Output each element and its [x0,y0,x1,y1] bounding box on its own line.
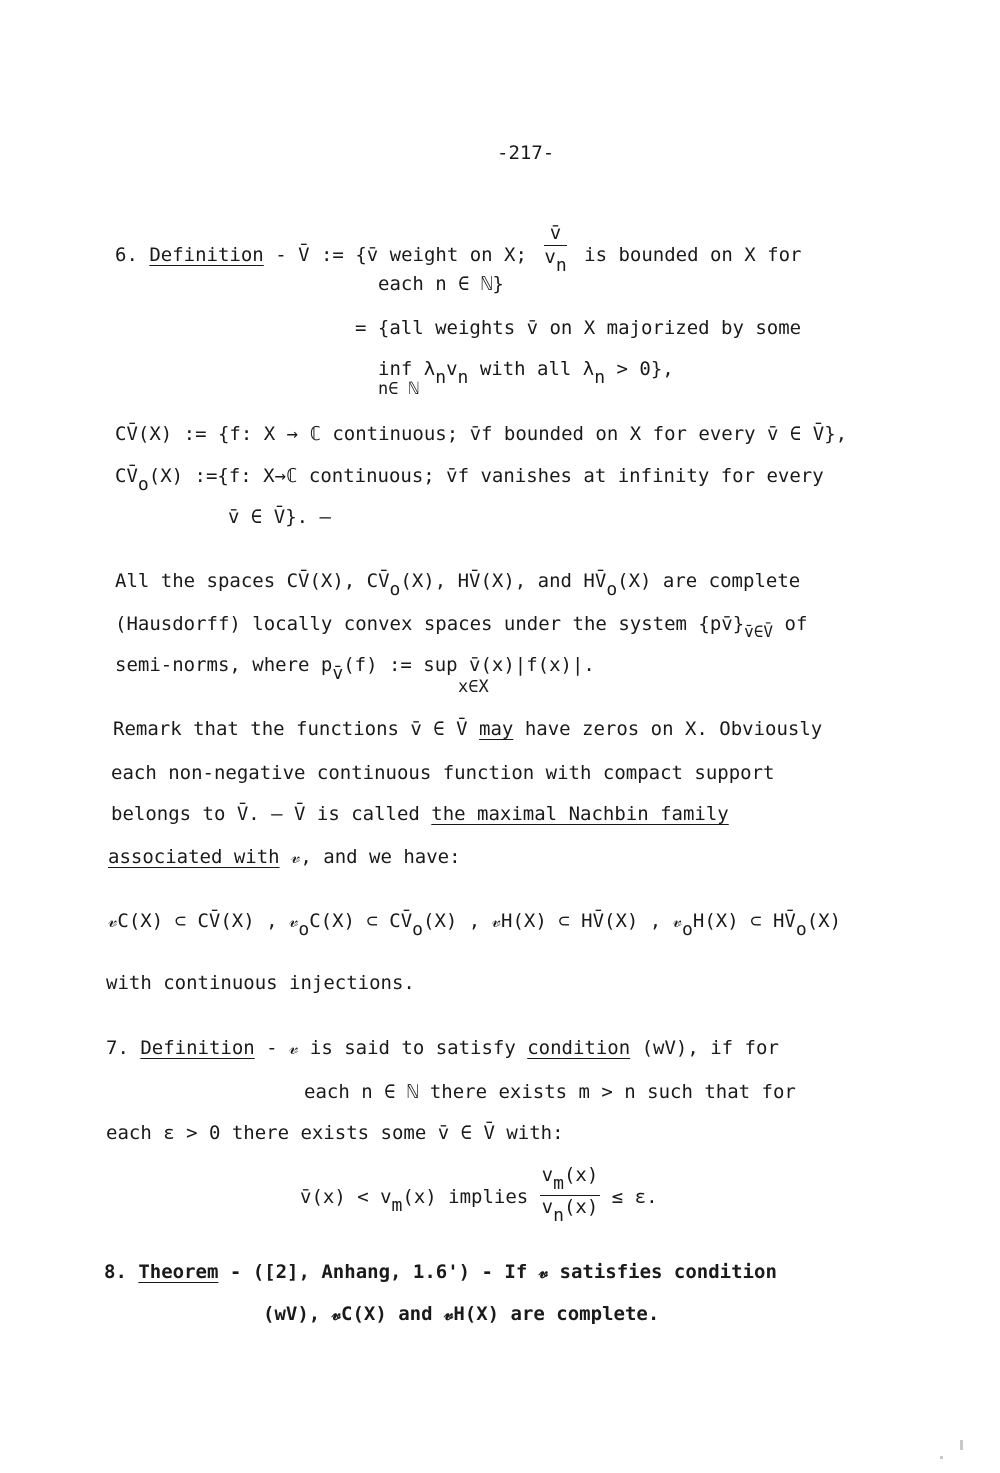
def6-label: Definition [149,244,264,267]
term-associated-with: associated with [108,846,280,868]
def7-fraction [540,1166,601,1225]
thm8-label: Theorem [138,1261,219,1283]
sup-index: x∈X [458,677,489,697]
thm8-line2: (wV), 𝓋C(X) and 𝓋H(X) are complete. [263,1303,660,1325]
def7-frac-den: $v_n(x)$ [541,1196,599,1227]
scan-speck [940,1456,943,1459]
def7-line2: each n ∈ ℕ there exists m > n such that for [304,1081,796,1103]
def7-number: 7. [106,1037,129,1059]
def6-sep: - [275,244,287,267]
term-maximal-nachbin-family: the maximal Nachbin family [431,803,729,825]
thm8-number: 8. [104,1261,127,1283]
thm8-heading: 8. Theorem - ([2], Anhang, 1.6') - If 𝓋 satisfies condition [104,1261,777,1283]
inclusions-note: with continuous injections. [106,972,415,994]
para2-line2: each non-negative continuous function with compact support [111,762,775,784]
def7-heading: 7. Definition - 𝓋 is said to satisfy condition (wV), if for [106,1037,779,1059]
def7-line3: each ε > 0 there exists some v̄ ∈ V̄ with: [106,1122,564,1144]
inclusions-formula: 𝓋C(X) ⊂ CV̄(X) , 𝓋$_o$C(X) ⊂ $CV̄_o(X)$ , 𝓋H(X) ⊂ HV̄(X) , 𝓋$_o$H(X) ⊂ $HV̄_o(X)$ [108,910,842,941]
para1-line3: semi-norms, where $p_{v̄}(f)$ := sup v̄(x)|f(x)|. [115,654,595,685]
def7-label: Definition [140,1037,255,1059]
def6-line2: each n ∈ ℕ} [378,273,504,295]
def6-set-open: {v̄ weight on X; [355,244,527,267]
cv0-definition-line2: v̄ ∈ V̄}. — [228,506,331,528]
def7-formula: v̄(x) < $v_m(x)$ implies $\frac{v_m(x)}{v_n(x)}$ ≤ ε. [300,1164,658,1227]
para2-line1: Remark that the functions v̄ ∈ V̄ may have zeros on X. Obviously [113,718,823,740]
def6-number: 6. [115,244,138,267]
para1-line1: All the spaces CV̄(X), $CV̄_o(X)$, HV̄(X), and $HV̄_o(X)$ are complete [115,570,801,601]
def6-tail: is bounded on X for [584,244,802,267]
def6-lhs: V̄ := [298,244,344,267]
def7-frac-num: $v_m(x)$ [540,1166,601,1196]
page-number: -217- [497,142,555,164]
cv0-definition: $CV̄_o(X)$ :={f: X→ℂ continuous; v̄f vanishes at infinity for every [115,465,824,496]
cv-definition: CV̄(X) := {f: X → ℂ continuous; v̄f bounded on X for every v̄ ∈ V̄}, [115,423,848,445]
def6-fraction [544,224,566,275]
def6-inf-index: n∈ ℕ [378,379,419,399]
para2-line3: belongs to V̄. — V̄ is called the maximal Nachbin family [111,803,729,825]
def6-frac-num: v̄ [544,224,566,246]
scan-speck [960,1440,963,1450]
def6-frac-den: $v_n$ [544,246,567,277]
def6-line3: = {all weights v̄ on X majorized by some [355,317,802,339]
def6-line4: inf $\lambda_nv_n$ with all $\lambda_n > 0$}, [378,358,674,389]
para1-line2: (Hausdorff) locally convex spaces under the system $\{pv̄\}_{v̄\in V̄}$ of [115,613,808,642]
term-condition: condition [527,1037,631,1059]
emphasis-may: may [479,718,514,740]
para2-line4: associated with 𝓋, and we have: [108,846,461,868]
